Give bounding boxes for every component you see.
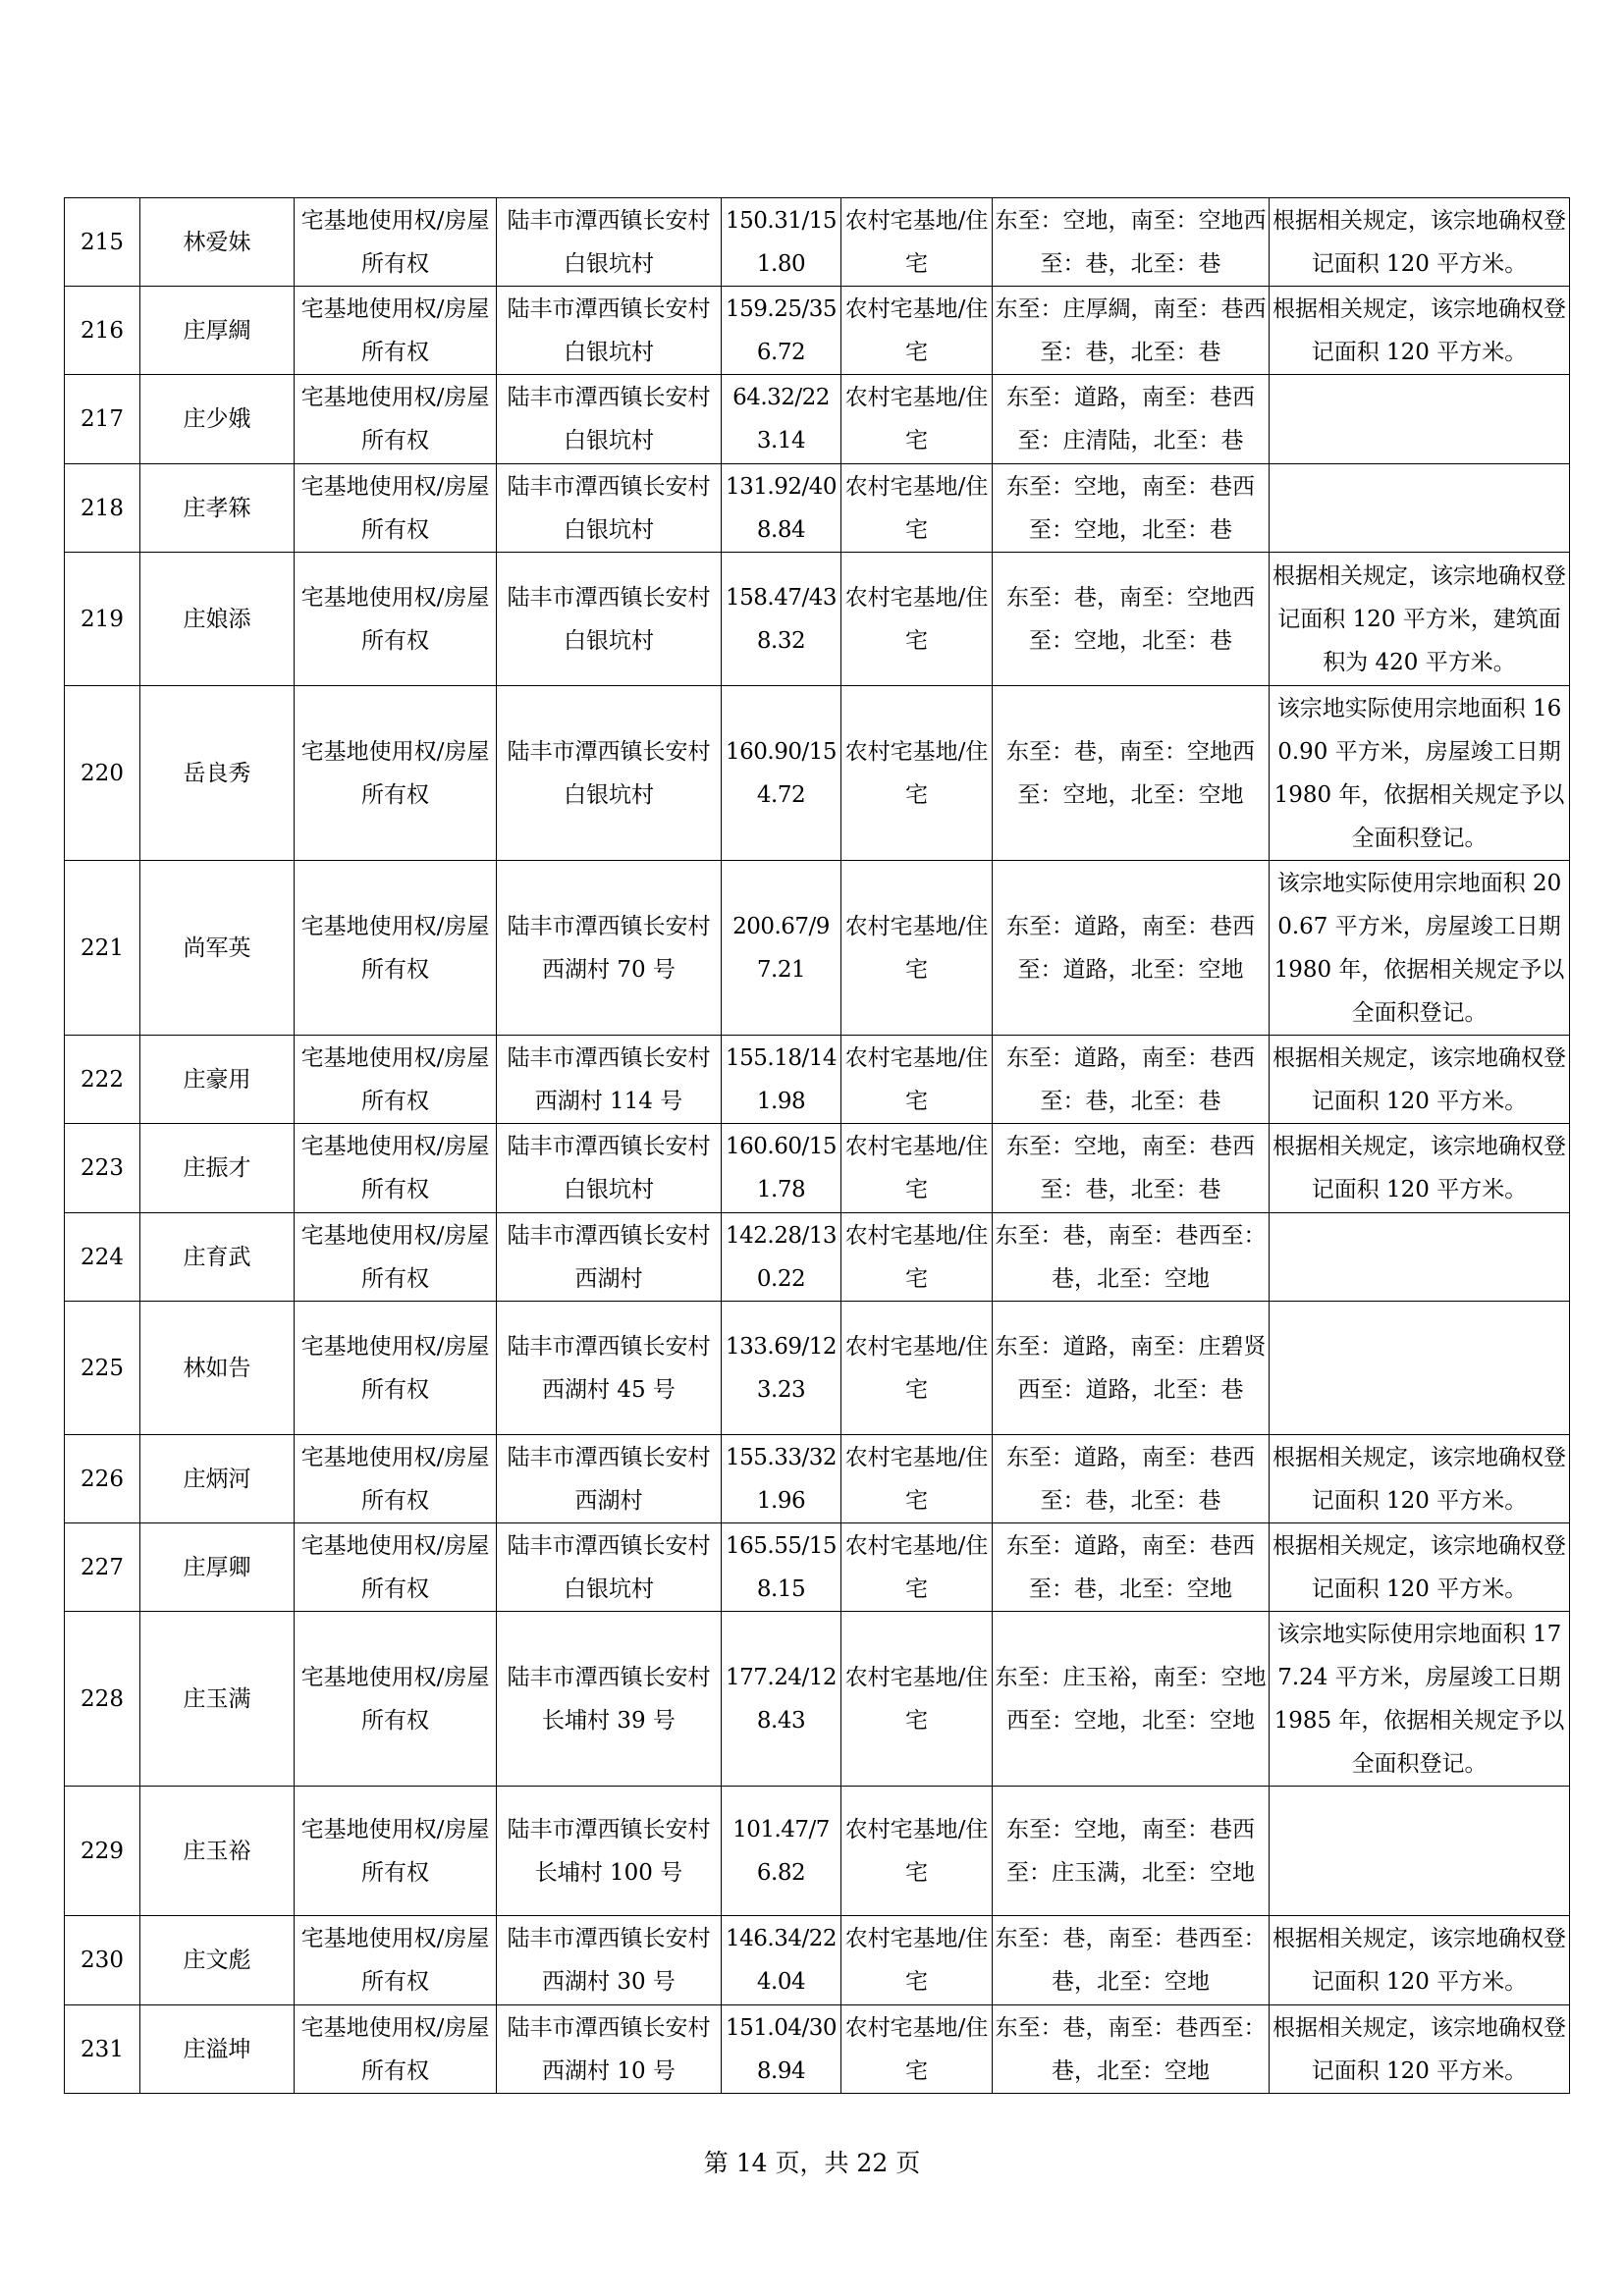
location-cell: 陆丰市潭西镇长安村白银坑村	[497, 1124, 722, 1213]
row-number-cell: 226	[65, 1435, 140, 1523]
land-use-cell: 农村宅基地/住宅	[841, 1213, 993, 1302]
boundaries-cell: 东至：空地，南至：巷西至：庄玉满，北至：空地	[993, 1787, 1270, 1916]
land-use-cell: 农村宅基地/住宅	[841, 375, 993, 464]
area-value-cell: 101.47/76.82	[722, 1787, 841, 1916]
remarks-cell: 该宗地实际使用宗地面积 177.24 平方米，房屋竣工日期 1985 年，依据相关规定予以全面积登记。	[1270, 1612, 1570, 1787]
owner-name-cell: 庄文彪	[140, 1916, 295, 2005]
right-type-cell: 宅基地使用权/房屋所有权	[295, 861, 497, 1036]
boundaries-cell: 东至：道路，南至：巷西至：巷，北至：空地	[993, 1523, 1270, 1612]
remarks-cell: 根据相关规定，该宗地确权登记面积 120 平方米。	[1270, 1523, 1570, 1612]
boundaries-cell: 东至：巷，南至：巷西至：巷，北至：空地	[993, 1213, 1270, 1302]
area-value-cell: 155.18/141.98	[722, 1036, 841, 1124]
location-cell: 陆丰市潭西镇长安村西湖村 30 号	[497, 1916, 722, 2005]
owner-name-cell: 庄豪用	[140, 1036, 295, 1124]
owner-name-cell: 林爱妹	[140, 198, 295, 287]
owner-name-cell: 庄少娥	[140, 375, 295, 464]
location-cell: 陆丰市潭西镇长安村白银坑村	[497, 553, 722, 686]
table-row	[65, 1302, 1570, 1435]
area-value-cell: 142.28/130.22	[722, 1213, 841, 1302]
area-value-cell: 158.47/438.32	[722, 553, 841, 686]
area-value-cell: 146.34/224.04	[722, 1916, 841, 2005]
remarks-cell: 根据相关规定，该宗地确权登记面积 120 平方米。	[1270, 1124, 1570, 1213]
right-type-cell: 宅基地使用权/房屋所有权	[295, 198, 497, 287]
area-value-cell: 165.55/158.15	[722, 1523, 841, 1612]
boundaries-cell: 东至：巷，南至：巷西至：巷，北至：空地	[993, 1916, 1270, 2005]
row-number-cell: 217	[65, 375, 140, 464]
location-cell: 陆丰市潭西镇长安村白银坑村	[497, 686, 722, 861]
owner-name-cell: 林如告	[140, 1302, 295, 1435]
right-type-cell: 宅基地使用权/房屋所有权	[295, 1916, 497, 2005]
table-row	[65, 1036, 1570, 1124]
boundaries-cell: 东至：道路，南至：巷西至：道路，北至：空地	[993, 861, 1270, 1036]
land-use-cell: 农村宅基地/住宅	[841, 1916, 993, 2005]
right-type-cell: 宅基地使用权/房屋所有权	[295, 375, 497, 464]
table-row	[65, 2005, 1570, 2094]
remarks-cell: 该宗地实际使用宗地面积 200.67 平方米，房屋竣工日期 1980 年，依据相关规定予以全面积登记。	[1270, 861, 1570, 1036]
remarks-cell	[1270, 1787, 1570, 1916]
boundaries-cell: 东至：巷，南至：巷西至：巷，北至：空地	[993, 2005, 1270, 2094]
location-cell: 陆丰市潭西镇长安村西湖村	[497, 1435, 722, 1523]
owner-name-cell: 庄厚卿	[140, 1523, 295, 1612]
area-value-cell: 155.33/321.96	[722, 1435, 841, 1523]
table-row	[65, 861, 1570, 1036]
row-number-cell: 221	[65, 861, 140, 1036]
owner-name-cell: 庄孝箖	[140, 464, 295, 553]
boundaries-cell: 东至：巷，南至：空地西至：空地，北至：空地	[993, 686, 1270, 861]
right-type-cell: 宅基地使用权/房屋所有权	[295, 1036, 497, 1124]
location-cell: 陆丰市潭西镇长安村白银坑村	[497, 198, 722, 287]
boundaries-cell: 东至：空地，南至：巷西至：空地，北至：巷	[993, 464, 1270, 553]
row-number-cell: 225	[65, 1302, 140, 1435]
table-row	[65, 1787, 1570, 1916]
location-cell: 陆丰市潭西镇长安村白银坑村	[497, 464, 722, 553]
row-number-cell: 215	[65, 198, 140, 287]
table-row	[65, 1916, 1570, 2005]
land-use-cell: 农村宅基地/住宅	[841, 464, 993, 553]
row-number-cell: 223	[65, 1124, 140, 1213]
right-type-cell: 宅基地使用权/房屋所有权	[295, 1124, 497, 1213]
remarks-cell: 根据相关规定，该宗地确权登记面积 120 平方米。	[1270, 1916, 1570, 2005]
row-number-cell: 216	[65, 287, 140, 375]
row-number-cell: 224	[65, 1213, 140, 1302]
owner-name-cell: 岳良秀	[140, 686, 295, 861]
land-use-cell: 农村宅基地/住宅	[841, 1523, 993, 1612]
location-cell: 陆丰市潭西镇长安村长埔村 39 号	[497, 1612, 722, 1787]
area-value-cell: 200.67/97.21	[722, 861, 841, 1036]
remarks-cell: 根据相关规定，该宗地确权登记面积 120 平方米。	[1270, 1435, 1570, 1523]
boundaries-cell: 东至：道路，南至：庄碧贤西至：道路，北至：巷	[993, 1302, 1270, 1435]
land-use-cell: 农村宅基地/住宅	[841, 1787, 993, 1916]
owner-name-cell: 庄溢坤	[140, 2005, 295, 2094]
boundaries-cell: 东至：道路，南至：巷西至：巷，北至：巷	[993, 1435, 1270, 1523]
remarks-cell: 根据相关规定，该宗地确权登记面积 120 平方米，建筑面积为 420 平方米。	[1270, 553, 1570, 686]
table-row	[65, 553, 1570, 686]
row-number-cell: 229	[65, 1787, 140, 1916]
location-cell: 陆丰市潭西镇长安村白银坑村	[497, 287, 722, 375]
row-number-cell: 222	[65, 1036, 140, 1124]
location-cell: 陆丰市潭西镇长安村西湖村 45 号	[497, 1302, 722, 1435]
land-use-cell: 农村宅基地/住宅	[841, 1435, 993, 1523]
remarks-cell: 根据相关规定，该宗地确权登记面积 120 平方米。	[1270, 198, 1570, 287]
boundaries-cell: 东至：空地，南至：空地西至：巷，北至：巷	[993, 198, 1270, 287]
row-number-cell: 231	[65, 2005, 140, 2094]
land-use-cell: 农村宅基地/住宅	[841, 1302, 993, 1435]
parcel-table	[64, 197, 1570, 2094]
right-type-cell: 宅基地使用权/房屋所有权	[295, 2005, 497, 2094]
boundaries-cell: 东至：庄厚綢，南至：巷西至：巷，北至：巷	[993, 287, 1270, 375]
area-value-cell: 150.31/151.80	[722, 198, 841, 287]
table-row	[65, 1124, 1570, 1213]
location-cell: 陆丰市潭西镇长安村西湖村 10 号	[497, 2005, 722, 2094]
land-use-cell: 农村宅基地/住宅	[841, 553, 993, 686]
remarks-cell: 根据相关规定，该宗地确权登记面积 120 平方米。	[1270, 287, 1570, 375]
land-use-cell: 农村宅基地/住宅	[841, 287, 993, 375]
land-use-cell: 农村宅基地/住宅	[841, 686, 993, 861]
boundaries-cell: 东至：空地，南至：巷西至：巷，北至：巷	[993, 1124, 1270, 1213]
table-row	[65, 375, 1570, 464]
land-use-cell: 农村宅基地/住宅	[841, 1124, 993, 1213]
area-value-cell: 160.60/151.78	[722, 1124, 841, 1213]
location-cell: 陆丰市潭西镇长安村白银坑村	[497, 375, 722, 464]
table-row	[65, 287, 1570, 375]
right-type-cell: 宅基地使用权/房屋所有权	[295, 686, 497, 861]
table-row	[65, 464, 1570, 553]
owner-name-cell: 庄娘添	[140, 553, 295, 686]
right-type-cell: 宅基地使用权/房屋所有权	[295, 464, 497, 553]
owner-name-cell: 庄育武	[140, 1213, 295, 1302]
owner-name-cell: 庄振才	[140, 1124, 295, 1213]
owner-name-cell: 庄炳河	[140, 1435, 295, 1523]
area-value-cell: 151.04/308.94	[722, 2005, 841, 2094]
right-type-cell: 宅基地使用权/房屋所有权	[295, 1523, 497, 1612]
row-number-cell: 228	[65, 1612, 140, 1787]
right-type-cell: 宅基地使用权/房屋所有权	[295, 1435, 497, 1523]
table-row	[65, 198, 1570, 287]
right-type-cell: 宅基地使用权/房屋所有权	[295, 1787, 497, 1916]
owner-name-cell: 尚军英	[140, 861, 295, 1036]
land-use-cell: 农村宅基地/住宅	[841, 1036, 993, 1124]
remarks-cell	[1270, 1302, 1570, 1435]
page-footer: 第 14 页，共 22 页	[703, 2149, 921, 2177]
table-row	[65, 1213, 1570, 1302]
boundaries-cell: 东至：道路，南至：巷西至：巷，北至：巷	[993, 1036, 1270, 1124]
right-type-cell: 宅基地使用权/房屋所有权	[295, 1213, 497, 1302]
table-row	[65, 1612, 1570, 1787]
remarks-cell: 根据相关规定，该宗地确权登记面积 120 平方米。	[1270, 2005, 1570, 2094]
right-type-cell: 宅基地使用权/房屋所有权	[295, 1612, 497, 1787]
remarks-cell	[1270, 1213, 1570, 1302]
area-value-cell: 131.92/408.84	[722, 464, 841, 553]
area-value-cell: 159.25/356.72	[722, 287, 841, 375]
remarks-cell	[1270, 375, 1570, 464]
area-value-cell: 177.24/128.43	[722, 1612, 841, 1787]
remarks-cell: 该宗地实际使用宗地面积 160.90 平方米，房屋竣工日期 1980 年，依据相关规定予以全面积登记。	[1270, 686, 1570, 861]
area-value-cell: 160.90/154.72	[722, 686, 841, 861]
remarks-cell	[1270, 464, 1570, 553]
land-use-cell: 农村宅基地/住宅	[841, 861, 993, 1036]
area-value-cell: 133.69/123.23	[722, 1302, 841, 1435]
table-row	[65, 1435, 1570, 1523]
location-cell: 陆丰市潭西镇长安村西湖村 114 号	[497, 1036, 722, 1124]
remarks-cell: 根据相关规定，该宗地确权登记面积 120 平方米。	[1270, 1036, 1570, 1124]
row-number-cell: 219	[65, 553, 140, 686]
table-row	[65, 1523, 1570, 1612]
location-cell: 陆丰市潭西镇长安村西湖村 70 号	[497, 861, 722, 1036]
right-type-cell: 宅基地使用权/房屋所有权	[295, 1302, 497, 1435]
boundaries-cell: 东至：庄玉裕，南至：空地西至：空地，北至：空地	[993, 1612, 1270, 1787]
owner-name-cell: 庄玉裕	[140, 1787, 295, 1916]
boundaries-cell: 东至：巷，南至：空地西至：空地，北至：巷	[993, 553, 1270, 686]
land-use-cell: 农村宅基地/住宅	[841, 1612, 993, 1787]
area-value-cell: 64.32/223.14	[722, 375, 841, 464]
location-cell: 陆丰市潭西镇长安村白银坑村	[497, 1523, 722, 1612]
land-use-cell: 农村宅基地/住宅	[841, 2005, 993, 2094]
boundaries-cell: 东至：道路，南至：巷西至：庄清陆，北至：巷	[993, 375, 1270, 464]
row-number-cell: 230	[65, 1916, 140, 2005]
location-cell: 陆丰市潭西镇长安村西湖村	[497, 1213, 722, 1302]
owner-name-cell: 庄玉满	[140, 1612, 295, 1787]
row-number-cell: 218	[65, 464, 140, 553]
right-type-cell: 宅基地使用权/房屋所有权	[295, 553, 497, 686]
location-cell: 陆丰市潭西镇长安村长埔村 100 号	[497, 1787, 722, 1916]
land-use-cell: 农村宅基地/住宅	[841, 198, 993, 287]
row-number-cell: 227	[65, 1523, 140, 1612]
row-number-cell: 220	[65, 686, 140, 861]
right-type-cell: 宅基地使用权/房屋所有权	[295, 287, 497, 375]
owner-name-cell: 庄厚綢	[140, 287, 295, 375]
table-row	[65, 686, 1570, 861]
